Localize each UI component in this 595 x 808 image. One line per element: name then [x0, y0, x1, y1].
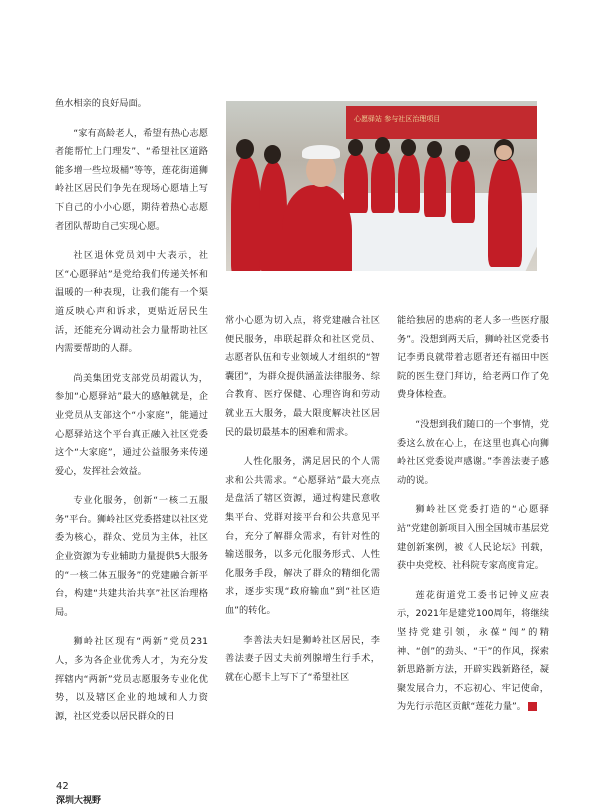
- paragraph: 尚美集团党支部党员胡霞认为，参加“心愿驿站”最大的感触就是，企业党员从支部这个“小家庭”，能通过心愿驿站这个平台真正融入社区党委这个“大家庭”，通过公益服务来传递爱心，发挥社会效益。: [55, 372, 208, 477]
- end-mark-icon: N: [528, 702, 537, 711]
- paragraph: “没想到我们随口的一个事情，党委这么放在心上，在这里也真心向狮岭社区党委说声感谢。”李善法妻子感动的说。: [397, 418, 549, 486]
- paragraph: 人性化服务，满足居民的个人需求和公共需求。“心愿驿站”最大亮点是盘活了辖区资源，通过构建民意收集平台、党群对接平台和公共意见平台，充分了解群众需求，有针对性的输送服务，以多元化服务形式、人性化服务手段，解决了群众的精细化需求，逐步实现“政府输血”到“社区造血”的转化。: [225, 456, 380, 616]
- paragraph: 专业化服务，创新“一核二五服务”平台。狮岭社区党委搭建以社区党委为核心，群众、党员为主体，社区企业资源为专业辅助力量提供5大服务的“一核二体五服务”的党建融合新平台，构建“共建共治共享”社区治理格局。: [55, 495, 208, 618]
- paragraph: 狮岭社区党委打造的“心愿驿站”党建创新项目入围全国城市基层党建创新案例，被《人民论坛》刊载，获中央党校、社科院专家高度肯定。: [397, 504, 549, 572]
- paragraph: “家有高龄老人，希望有热心志愿者能帮忙上门理发”、“希望社区道路能多增一些垃圾桶”等等，莲花街道狮岭社区居民们争先在现场心愿墙上写下自己的小小心愿，期待着热心志愿者团队帮助自己实现心愿。: [55, 127, 208, 232]
- photo-banner: [346, 106, 537, 139]
- banner-text: 心愿驿站 参与社区治理项目: [354, 115, 441, 123]
- paragraph: [397, 587, 552, 717]
- paragraph-text: 莲花街道党工委书记钟义应表示，2021年是建党100周年，将继续坚持党建引领，永葆“闯”的精神、“创”的劲头、“干”的作风，探索新思路新方法，开辟实践新路径，凝聚发展合力，不忘初心、牢记使命，为先行示范区贡献“莲花力量”。: [397, 589, 549, 713]
- paragraph: 狮岭社区现有“两新”党员231人，多为各企业优秀人才，为充分发挥辖内“两新”党员志愿服务专业化优势，以及辖区企业的地域和人力资源，社区党委以居民群众的日: [55, 636, 208, 722]
- paragraph: 能给独居的患病的老人多一些医疗服务”。没想到两天后，狮岭社区党委书记李勇良就带着志愿者还有福田中医院的医生登门拜访，给老两口作了免费身体检查。: [397, 315, 549, 401]
- article-column-2: [225, 312, 380, 687]
- volunteers-oath-photo: [226, 101, 537, 271]
- paragraph: 鱼水相亲的良好局面。: [55, 98, 147, 109]
- page-number: 42: [56, 781, 69, 792]
- article-column-1: [55, 95, 208, 726]
- magazine-logo: 深圳大视野: [56, 796, 102, 806]
- paragraph: 常小心愿为切入点，将党建融合社区便民服务，串联起群众和社区党员、志愿者队伍和专业领域人才组织的“智囊团”，为群众提供涵盖法律服务、综合教育、医疗保健、心理咨询和劳动就业五大服务，最大限度解决社区居民的最切最基本的困难和需求。: [225, 315, 380, 438]
- paragraph: 李善法夫妇是狮岭社区居民，李善法妻子因丈夫前列腺增生行手术，就在心愿卡上写下了“希望社区: [225, 634, 380, 683]
- article-column-3: [397, 312, 552, 717]
- paragraph: 社区退休党员刘中大表示，社区“心愿驿站”是党给我们传递关怀和温暖的一种表现，让我们能有一个渠道反映心声和诉求，更贴近居民生活，还能充分调动社会力量帮助社区内需要帮助的人群。: [55, 250, 208, 355]
